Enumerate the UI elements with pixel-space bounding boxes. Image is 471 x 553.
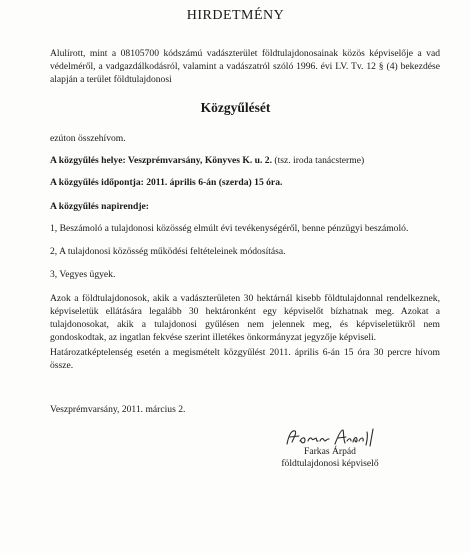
signer-name: Farkas Árpád xyxy=(304,446,356,457)
meeting-place-note: (tsz. iroda tanácsterme) xyxy=(272,155,365,166)
representation-notice: Azok a földtulajdonosok, akik a vadászterületen 30 hektárnál kisebb földtulajdonnal rendelkeznek, képviseletük ellátására legalább 30 hektáronként egy képviselőt bízhatnak meg. Azokat a tulajdonosokat, akik a tulajdonosi gyűlésen nem jelennek meg, és képviseletükről nem gondoskodtak, az ingatlan fekvése szerint illetékes önkormányzat jegyzője képviseli. xyxy=(50,293,440,343)
quorum-notice: Határozatképtelenség esetén a megismételt közgyűlést 2011. április 6-án 15 óra 30 percre hívom össze. xyxy=(50,347,440,371)
agenda-title: A közgyűlés napirendje: xyxy=(50,201,149,212)
meeting-place-label: A közgyűlés helye: Veszprémvarsány, Könyves K. u. 2. xyxy=(50,155,272,166)
document-title: HIRDETMÉNY xyxy=(186,8,285,23)
assembly-heading: Közgyűlését xyxy=(200,100,271,115)
meeting-place xyxy=(50,154,440,167)
date-and-place: Veszprémvarsány, 2011. március 2. xyxy=(50,404,186,415)
signer-role: földtulajdonosi képviselő xyxy=(281,458,379,469)
agenda-item: 1, Beszámoló a tulajdonosi közösség elmúlt évi tevékenységéről, benne pénzügyi beszámoló. xyxy=(50,223,409,234)
agenda-item: 2, A tulajdonosi közösség működési feltételeinek módosítása. xyxy=(50,246,286,257)
intro-paragraph: Alulírott, mint a 08105700 kódszámú vadászterület földtulajdonosainak közös képviselője a vad védelméről, a vadgazdálkodásról, valamint a vadászatról szóló 1996. évi LV. Tv. 12 § (4) bekezdése alapján a terület földtulajdonosi xyxy=(50,48,440,85)
meeting-time: A közgyűlés időpontja: 2011. április 6-án (szerda) 15 óra. xyxy=(50,177,283,188)
agenda-item: 3, Vegyes ügyek. xyxy=(50,269,116,280)
summon-text: ezúton összehívom. xyxy=(50,133,126,144)
